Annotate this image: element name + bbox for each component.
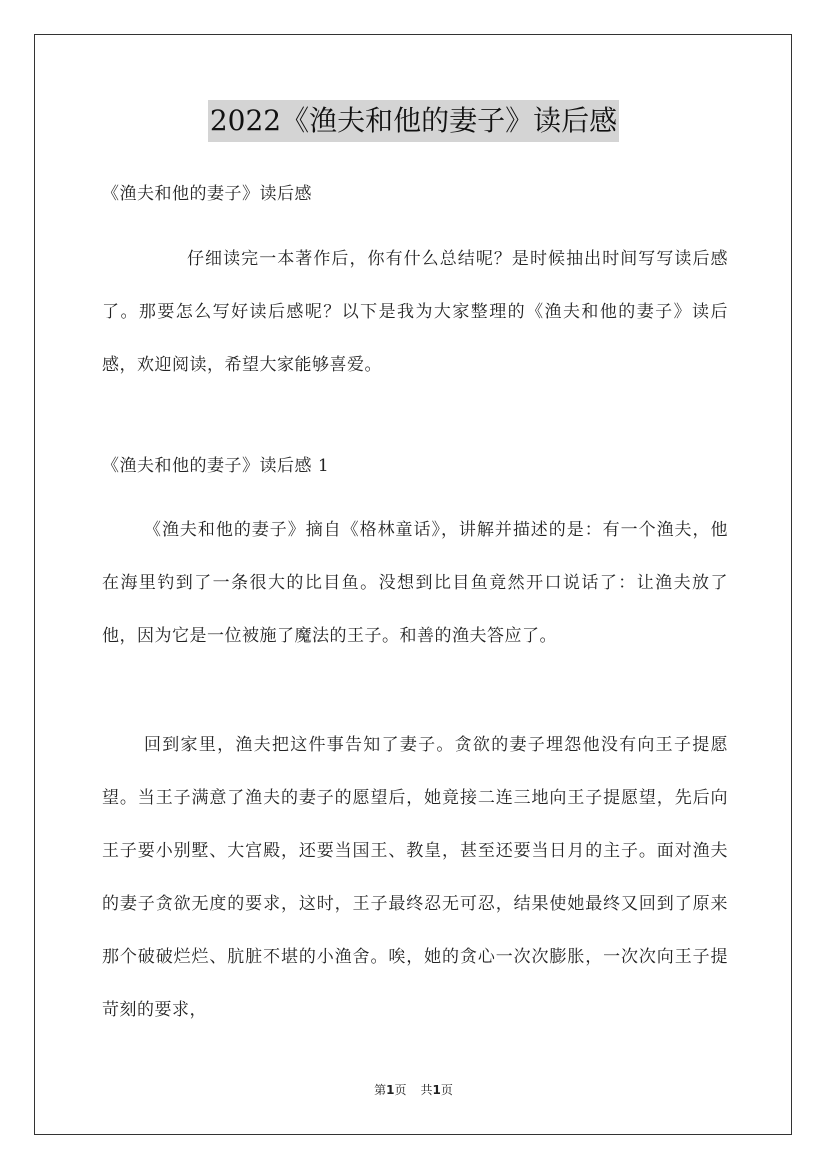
footer-total-pages: 1 <box>432 1083 441 1097</box>
document-title: 2022《渔夫和他的妻子》读后感 <box>208 100 619 142</box>
intro-paragraph: 仔细读完一本著作后，你有什么总结呢？是时候抽出时间写写读后感了。那要怎么写好读后感呢？以下是我为大家整理的《渔夫和他的妻子》读后感，欢迎阅读，希望大家能够喜爱。 <box>102 249 728 375</box>
document-subtitle: 《渔夫和他的妻子》读后感 <box>102 184 312 204</box>
footer-page-prefix: 第 <box>374 1083 387 1097</box>
footer-total-suffix: 页 <box>440 1083 453 1097</box>
section-heading: 《渔夫和他的妻子》读后感 1 <box>102 456 330 476</box>
footer-page-suffix: 页 <box>394 1083 407 1097</box>
footer-total-prefix: 共 <box>420 1083 433 1097</box>
footer-page-number: 1 <box>386 1083 395 1097</box>
body-paragraph-2: 回到家里，渔夫把这件事告知了妻子。贪欲的妻子埋怨他没有向王子提愿望。当王子满意了渔夫的妻子的愿望后，她竟接二连三地向王子提愿望，先后向王子要小别墅、大宫殿，还要当国王、教皇，甚至还要当日月的主子。面对渔夫的妻子贪欲无度的要求，这时，王子最终忍无可忍，结果使她最终又回到了原来那个破破烂烂、肮脏不堪的小渔舍。唉，她的贪心一次次膨胀，一次次向王子提苛刻的要求， <box>102 735 728 1020</box>
page-footer <box>0 1082 827 1098</box>
body-paragraph-1: 《渔夫和他的妻子》摘自《格林童话》，讲解并描述的是：有一个渔夫，他在海里钓到了一条很大的比目鱼。没想到比目鱼竟然开口说话了：让渔夫放了他，因为它是一位被施了魔法的王子。和善的渔夫答应了。 <box>102 520 728 646</box>
title-container <box>0 100 827 142</box>
